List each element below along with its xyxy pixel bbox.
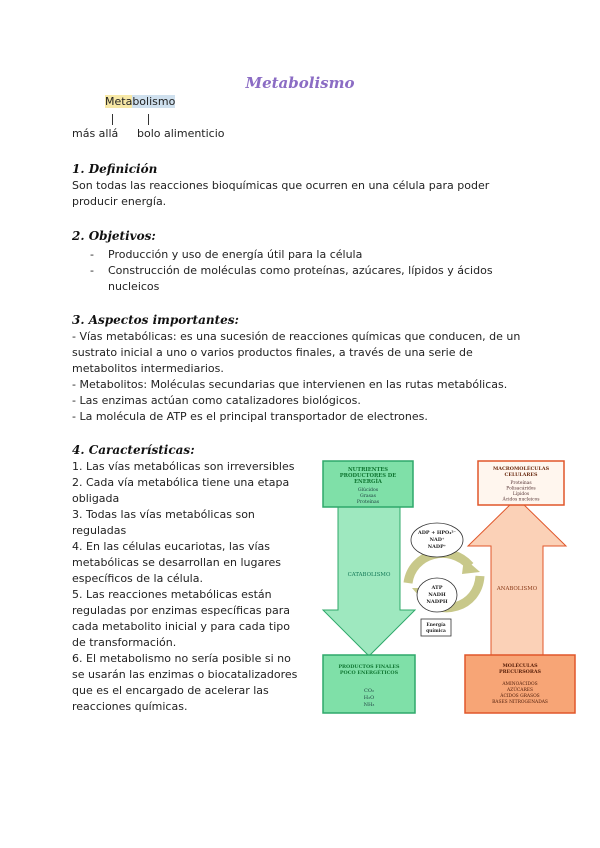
caracteristicas-line: que es el encargado de acelerar las — [72, 684, 269, 697]
atp-label: ATP — [431, 585, 443, 591]
aspectos-line: metabolitos intermediarios. — [72, 362, 224, 375]
definicion-line: producir energía. — [72, 195, 167, 208]
list-item-text: nucleicos — [108, 280, 160, 293]
caracteristicas-line: obligada — [72, 492, 120, 505]
macromoleculas-title: MACROMOLÉCULAS — [492, 466, 550, 472]
etymology-tick-right — [148, 114, 149, 125]
macromoleculas-title: CELULARES — [504, 472, 538, 478]
nutrientes-item: Glúcidos — [357, 488, 379, 493]
adp-label: NADP⁺ — [427, 544, 447, 550]
caracteristicas-line: 1. Las vías metabólicas son irreversibles — [72, 460, 295, 473]
precursoras-title: PRECURSORAS — [498, 669, 542, 675]
precursoras-title: MOLÉCULAS — [502, 663, 538, 669]
aspectos-line: - Las enzimas actúan como catalizadores biológicos. — [72, 394, 361, 407]
productos-item: NH₃ — [363, 702, 375, 708]
caracteristicas-line: específicos de la célula. — [72, 572, 203, 585]
word-root: bolismo — [132, 95, 176, 108]
nutrientes-title: NUTRIENTES — [347, 467, 389, 473]
etymology-right-meaning: bolo alimenticio — [137, 127, 225, 140]
energia-label: química — [426, 629, 446, 634]
precursoras-item: BASES NITROGENADAS — [492, 700, 548, 705]
caracteristicas-line: se usarán las enzimas o biocatalizadores — [72, 668, 298, 681]
definicion-line: Son todas las reacciones bioquímicas que ocurren en una célula para poder — [72, 179, 490, 192]
etymology-word — [105, 94, 175, 110]
caracteristicas-line: de transformación. — [72, 636, 177, 649]
productos-title: PRODUCTOS FINALES — [338, 664, 400, 670]
adp-label: ADP + HPO₄²⁻ — [418, 530, 456, 536]
caracteristicas-line: reguladas por enzimas específicas para — [72, 604, 291, 617]
caracteristicas-line: reguladas — [72, 524, 127, 537]
macromoleculas-item: Lípidos — [512, 492, 530, 497]
adp-label: NAD⁺ — [429, 537, 445, 543]
productos-item: CO₂ — [364, 688, 374, 694]
aspectos-line: - Vías metabólicas: es una sucesión de reacciones químicas que conducen, de un — [72, 330, 521, 343]
anabolismo-label: ANABOLISMO — [496, 586, 538, 592]
aspectos-line: sustrato inicial a uno o varios productos finales, a través de una serie de — [72, 346, 473, 359]
aspectos-line: - La molécula de ATP es el principal transportador de electrones. — [72, 410, 428, 423]
macromoleculas-item: Proteínas — [510, 481, 532, 486]
productos-title: POCO ENERGÉTICOS — [339, 670, 399, 676]
nutrientes-title: ENERGÍA — [354, 479, 382, 485]
list-dash: - — [90, 248, 94, 261]
heading-definicion: 1. Definición — [72, 162, 158, 176]
caracteristicas-line: 4. En las células eucariotas, las vías — [72, 540, 270, 553]
caracteristicas-line: reacciones químicas. — [72, 700, 188, 713]
list-item — [90, 247, 530, 263]
macromoleculas-item: Ácidos nucleicos — [502, 497, 540, 503]
list-item-text: Construcción de moléculas como proteínas, azúcares, lípidos y ácidos — [108, 264, 493, 277]
caracteristicas-line: cada metabolito inicial y para cada tipo — [72, 620, 290, 633]
heading-caracteristicas: 4. Características: — [72, 443, 195, 457]
caracteristicas-line: 6. El metabolismo no sería posible si no — [72, 652, 291, 665]
aspectos-text — [72, 329, 542, 425]
heading-aspectos: 3. Aspectos importantes: — [72, 313, 239, 327]
objetivos-list — [90, 247, 530, 295]
cycle-arrowhead-top — [462, 558, 480, 574]
metabolism-diagram — [320, 458, 578, 720]
heading-objetivos: 2. Objetivos: — [72, 229, 156, 243]
caracteristicas-text — [72, 459, 302, 715]
list-item — [90, 263, 530, 295]
catabolismo-label: CATABOLISMO — [347, 572, 391, 578]
list-dash: - — [90, 264, 94, 277]
macromoleculas-item: Polisacáridos — [506, 486, 536, 492]
page-title: Metabolismo — [245, 74, 355, 92]
precursoras-item: AZÚCARES — [507, 688, 533, 693]
atp-label: NADPH — [426, 599, 448, 605]
etymology-left-meaning: más allá — [72, 127, 119, 140]
etymology-tick-left — [112, 114, 113, 125]
caracteristicas-line: 2. Cada vía metabólica tiene una etapa — [72, 476, 290, 489]
word-prefix: Meta — [105, 95, 133, 108]
caracteristicas-line: 5. Las reacciones metabólicas están — [72, 588, 272, 601]
list-item-text: Producción y uso de energía útil para la célula — [108, 248, 363, 261]
nutrientes-item: Grasas — [359, 494, 377, 499]
nutrientes-title: PRODUCTORES DE — [339, 473, 397, 479]
definicion-text — [72, 178, 532, 210]
productos-item: H₂O — [363, 695, 375, 701]
caracteristicas-line: metabólicas se desarrollan en lugares — [72, 556, 282, 569]
precursoras-item: AMINOÁCIDOS — [502, 682, 538, 687]
energia-label: Energía — [426, 623, 446, 628]
precursoras-item: ÁCIDOS GRASOS — [500, 694, 540, 699]
aspectos-line: - Metabolitos: Moléculas secundarias que intervienen en las rutas metabólicas. — [72, 378, 508, 391]
caracteristicas-line: 3. Todas las vías metabólicas son — [72, 508, 255, 521]
atp-label: NADH — [428, 592, 446, 598]
nutrientes-item: Proteínas — [356, 500, 380, 505]
catabolism-arrow — [323, 506, 415, 656]
